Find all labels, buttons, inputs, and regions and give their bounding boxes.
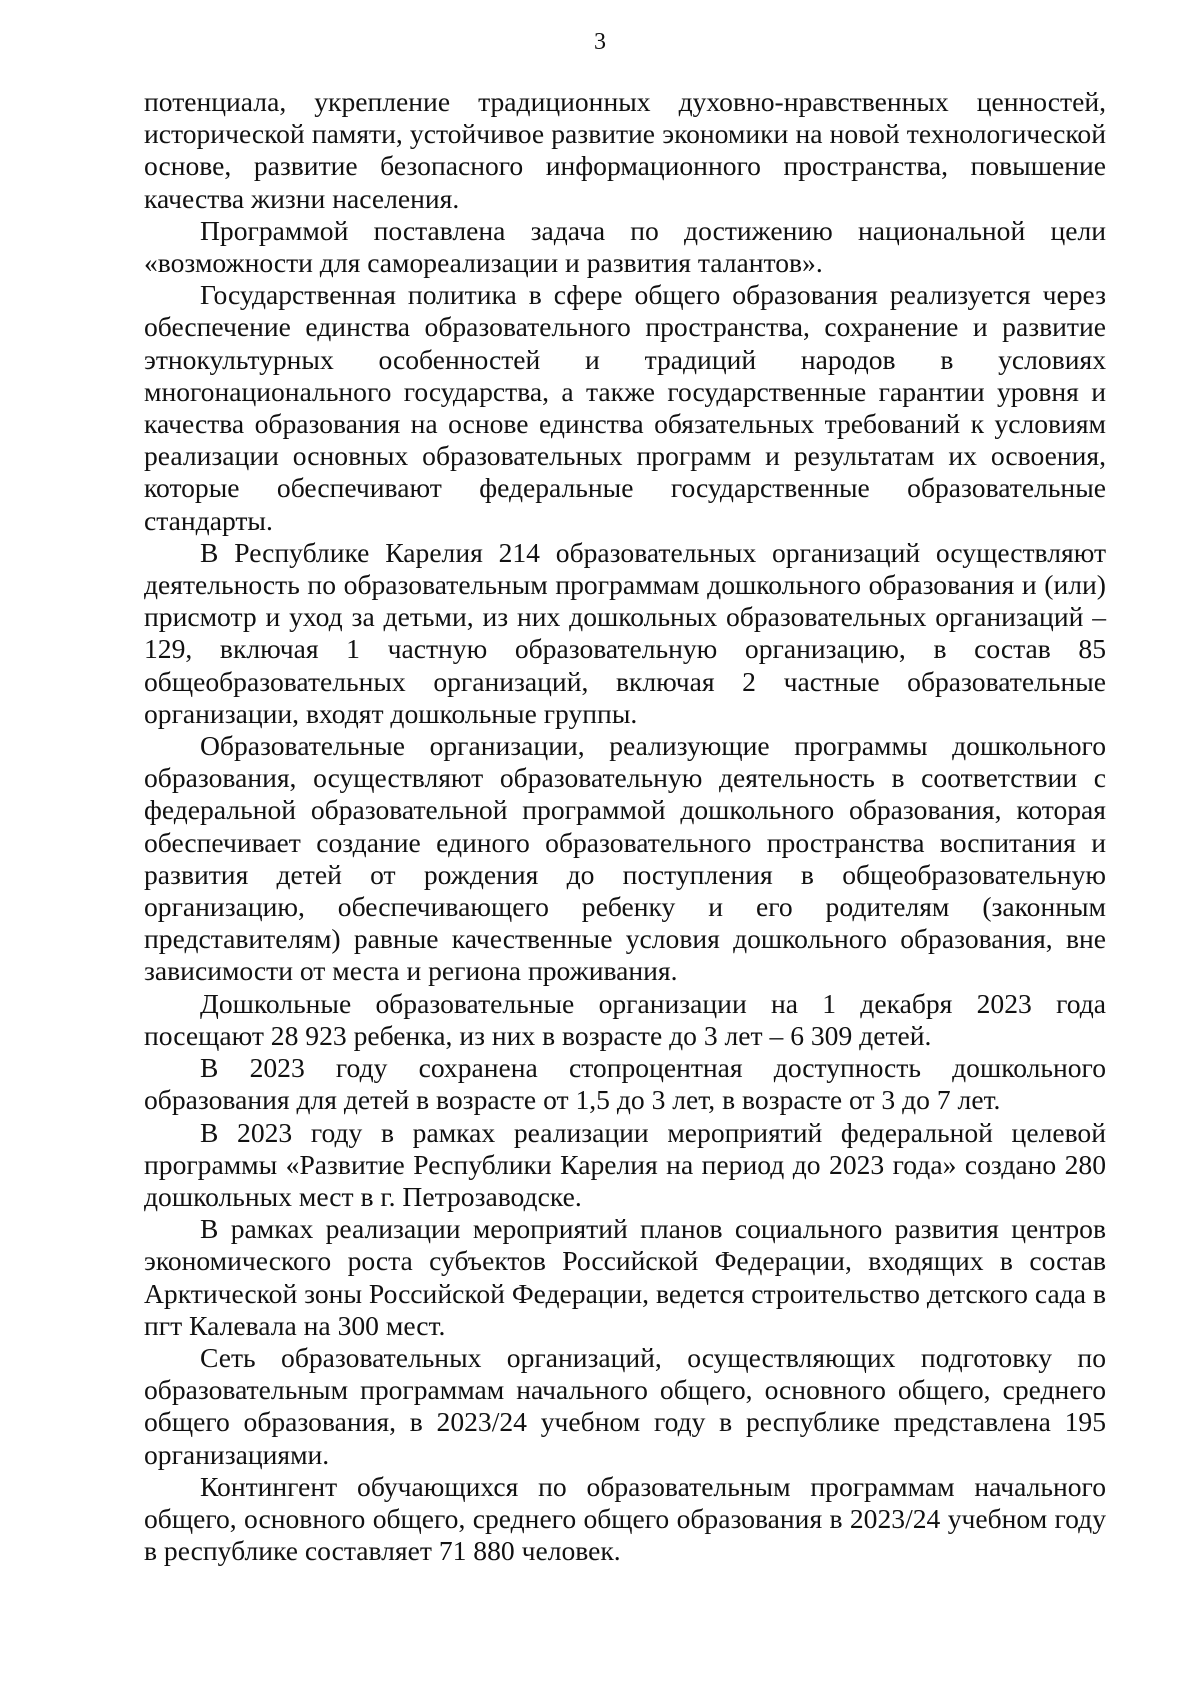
paragraph-continued: потенциала, укрепление традиционных духовно-нравственных ценностей, исторической памяти, устойчивое развитие экономики на новой технологической основе, развитие безопасного информационного пространства, повышение качества жизни населения.	[144, 86, 1106, 214]
paragraph: Программой поставлена задача по достижению национальной цели «возможности для самореализации и развития талантов».	[144, 214, 1106, 279]
paragraph: В 2023 году сохранена стопроцентная доступность дошкольного образования для детей в возрасте от 1,5 до 3 лет, в возрасте от 3 до 7 лет.	[144, 1052, 1106, 1116]
paragraph: Образовательные организации, реализующие программы дошкольного образования, осуществляют образовательную деятельность в соответствии с федеральной образовательной программой дошкольного образования, которая обеспечивает создание единого образовательного пространства воспитания и развития детей от рождения до поступления в общеобразовательную организацию, обеспечивающего ребенку и его родителям (законным представителям) равные качественные условия дошкольного образования, вне зависимости от места и региона проживания.	[144, 730, 1106, 987]
paragraph: Государственная политика в сфере общего образования реализуется через обеспечение единства образовательного пространства, сохранение и развитие этнокультурных особенностей и традиций народов в условиях многонационального государства, а также государственные гарантии уровня и качества образования на основе единства обязательных требований к условиям реализации основных образовательных программ и результатам их освоения, которые обеспечивают федеральные государственные образовательные стандарты.	[144, 279, 1106, 536]
paragraph: В Республике Карелия 214 образовательных организаций осуществляют деятельность по образовательным программам дошкольного образования и (или) присмотр и уход за детьми, из них дошкольных образовательных организаций – 129, включая 1 частную образовательную организацию, в состав 85 общеобразовательных организаций, включая 2 частные образовательные организации, входят дошкольные группы.	[144, 536, 1106, 729]
paragraph: Дошкольные образовательные организации на 1 декабря 2023 года посещают 28 923 ребенка, из них в возрасте до 3 лет – 6 309 детей.	[144, 987, 1106, 1051]
paragraph: Сеть образовательных организаций, осуществляющих подготовку по образовательным программам начального общего, основного общего, среднего общего образования, в 2023/24 учебном году в республике представлена 195 организациями.	[144, 1341, 1106, 1470]
document-body	[144, 86, 1106, 1567]
paragraph: В 2023 году в рамках реализации мероприятий федеральной целевой программы «Развитие Республики Карелия на период до 2023 года» создано 280 дошкольных мест в г. Петрозаводске.	[144, 1116, 1106, 1212]
paragraph: В рамках реализации мероприятий планов социального развития центров экономического роста субъектов Российской Федерации, входящих в состав Арктической зоны Российской Федерации, ведется строительство детского сада в пгт Калевала на 300 мест.	[144, 1213, 1106, 1341]
page-number: 3	[594, 29, 606, 55]
paragraph: Контингент обучающихся по образовательным программам начального общего, основного общего, среднего общего образования в 2023/24 учебном году в республике составляет 71 880 человек.	[144, 1470, 1106, 1567]
